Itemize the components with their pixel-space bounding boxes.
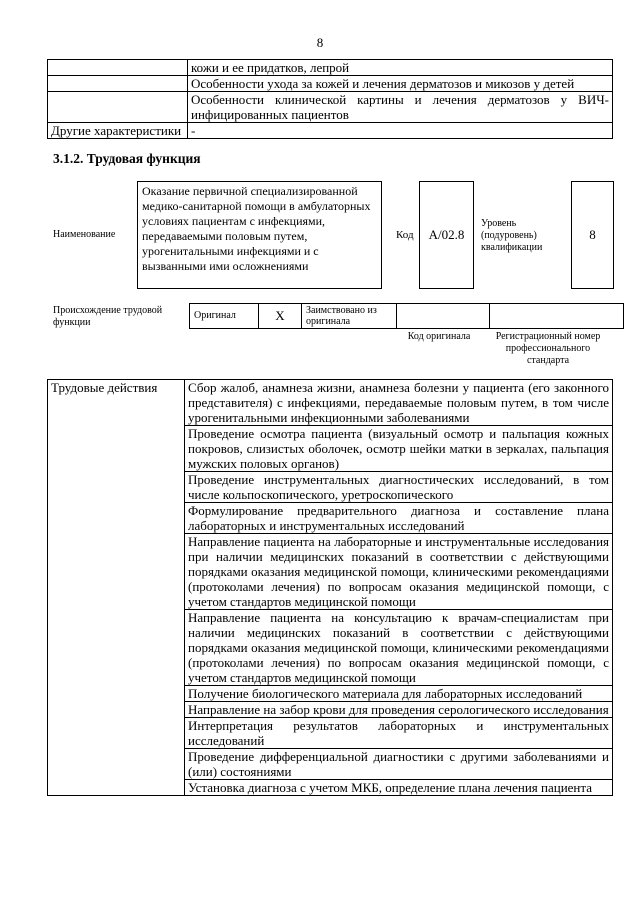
original-label: Оригинал [190, 304, 259, 329]
labour-action: Интерпретация результатов лабораторных и инструментальных исследований [185, 718, 613, 749]
labour-action: Получение биологического материала для лабораторных исследований [185, 686, 613, 702]
table-row [48, 123, 613, 139]
borrowed-label: Заимствовано из оригинала [302, 304, 397, 329]
labour-action: Направление пациента на консультацию к врачам-специалистам при наличии медицинских показаний в соответствии с действующими порядками оказания медицинской помощи, клиническими рекомендациями (протоколами лечения) по вопросам оказания медицинской помощи, с учетом стандартов медицинской помощи [185, 610, 613, 686]
labour-actions-table [47, 379, 613, 796]
table-row [48, 380, 613, 426]
labour-action: Формулирование предварительного диагноза и составление плана лабораторных и инструментальных исследований [185, 503, 613, 534]
labour-action: Направление пациента на лабораторные и инструментальные исследования при наличии медицинских показаний в соответствии с действующими порядками оказания медицинской помощи, клиническими рекомендациями (протоколами лечения) по вопросам оказания медицинской помощи, с учетом стандартов медицинской помощи [185, 534, 613, 610]
origin-label: Происхождение трудовой функции [53, 305, 163, 328]
row-label: Другие характеристики [48, 123, 188, 139]
labour-action: Установка диагноза с учетом МКБ, определение плана лечения пациента [185, 780, 613, 796]
row-value: кожи и ее придатков, лепрой [188, 60, 613, 76]
row-label [48, 60, 188, 76]
row-value: Особенности ухода за кожей и лечения дерматозов и микозов у детей [188, 76, 613, 92]
name-label: Наименование [53, 229, 116, 240]
reg-number-caption: Регистрационный номер профессионального стандарта [495, 331, 601, 366]
section-title: 3.1.2. Трудовая функция [53, 151, 201, 166]
original-mark: X [259, 304, 302, 329]
original-code-cell [397, 304, 490, 329]
code-label: Код [396, 229, 414, 241]
level-label: Уровень (подуровень) квалификации [481, 218, 543, 253]
origin-table [189, 303, 624, 329]
row-label [48, 76, 188, 92]
page-number: 8 [316, 35, 324, 50]
reg-number-cell [490, 304, 624, 329]
labour-action: Направление на забор крови для проведения серологического исследования [185, 702, 613, 718]
original-code-caption: Код оригинала [407, 331, 471, 342]
level-value: 8 [571, 181, 614, 289]
labour-action: Проведение дифференциальной диагностики с другими заболеваниями и (или) состояниями [185, 749, 613, 780]
code-value: A/02.8 [419, 181, 474, 289]
table-row [48, 60, 613, 76]
table-row [48, 76, 613, 92]
row-value: - [188, 123, 613, 139]
function-name-box: Оказание первичной специализированной медико-санитарной помощи в амбулаторных условиях пациентам с инфекциями, передаваемыми половым путем, урогенитальными инфекциями и с вызванными ими осложнениями [137, 181, 382, 289]
labour-actions-label: Трудовые действия [48, 380, 185, 796]
labour-action: Проведение инструментальных диагностических исследований, в том числе кольпоскопического, уретроскопического [185, 472, 613, 503]
labour-action: Проведение осмотра пациента (визуальный осмотр и пальпация кожных покровов, слизистых оболочек, осмотр шейки матки в зеркалах, пальпация мужских половых органов) [185, 426, 613, 472]
row-value: Особенности клинической картины и лечения дерматозов у ВИЧ-инфицированных пациентов [188, 92, 613, 123]
labour-action: Сбор жалоб, анамнеза жизни, анамнеза болезни у пациента (его законного представителя) с инфекциями, передаваемые половым путем, в том числе урогенитальными инфекционными заболеваниями [185, 380, 613, 426]
table-row [48, 92, 613, 123]
knowledge-table-continuation [47, 59, 613, 139]
row-label [48, 92, 188, 123]
